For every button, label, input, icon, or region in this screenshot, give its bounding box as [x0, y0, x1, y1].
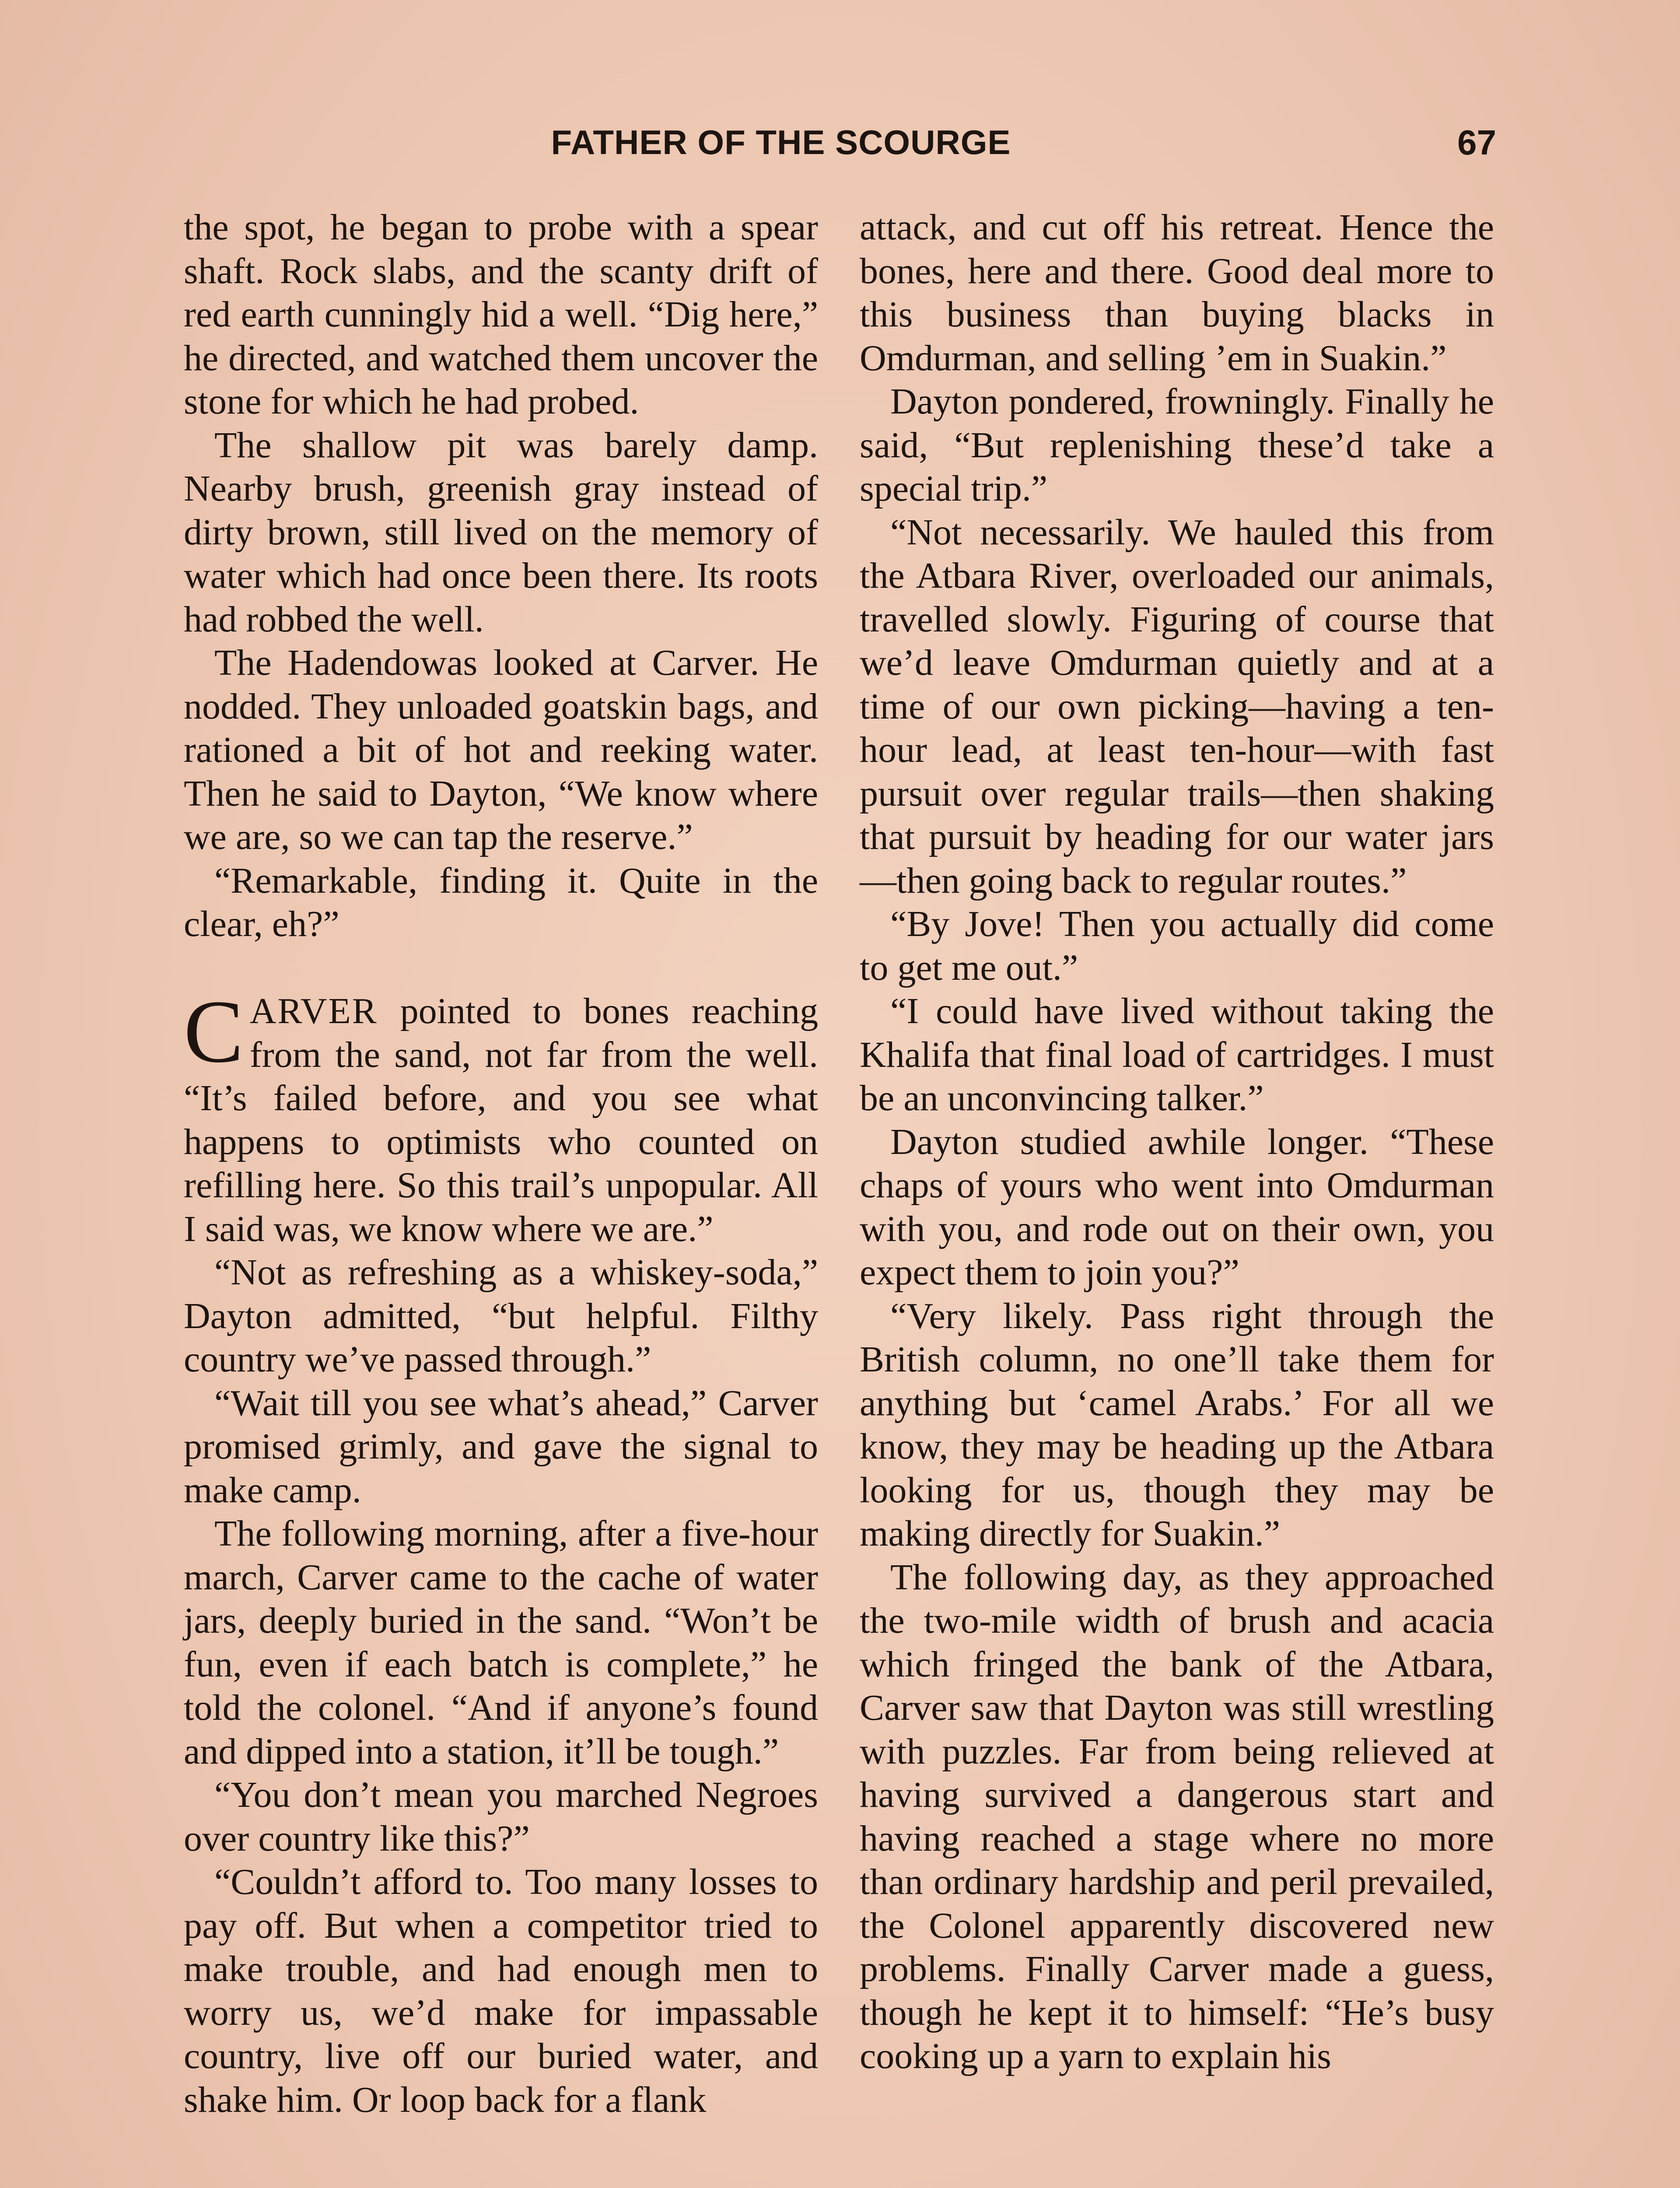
paragraph: Dayton studied awhile longer. “These chaps of yours who went into Omdurman with you, and rode out on their own, you expect them to join you?”: [860, 1121, 1494, 1293]
running-title: FATHER OF THE SCOURGE: [551, 123, 1011, 161]
paragraph: “Remarkable, finding it. Quite in the clear, eh?”: [184, 860, 818, 944]
paragraph: attack, and cut off his retreat. Hence the bones, here and there. Good deal more to this business than buying blacks in Omdurman, and selling ’em in Suakin.”: [860, 207, 1494, 379]
paragraph: The Hadendowas looked at Carver. He nodded. They unloaded goatskin bags, and rationed a bit of hot and reeking water. Then he said to Dayton, “We know where we are, so we can tap the reserve.”: [184, 642, 818, 857]
paragraph: “Couldn’t afford to. Too many losses to pay off. But when a competitor tried to make trouble, and had enough men to worry us, we’d make for impassable country, live off our buried water, and shake him. Or loop back for a flank: [184, 1862, 818, 2120]
paragraph: “Not as refreshing as a whiskey-soda,” Dayton admitted, “but helpful. Filthy country we’ve passed through.”: [184, 1252, 818, 1380]
small-caps-lead: ARVER: [249, 991, 378, 1031]
paragraph-text: pointed to bones reaching from the sand, not far from the well. “It’s failed before, and you see what happens to optimists who counted on refilling here. So this trail’s unpopular. All I said was, we know where we are.”: [184, 991, 818, 1249]
page-number: 67: [1457, 123, 1496, 162]
paragraph: “Not necessarily. We hauled this from the Atbara River, overloaded our animals, travelled slowly. Figuring of course that we’d leave Omdurman quietly and at a time of our own picking—having a ten-hour lead, at least ten-hour—with fast pursuit over regular trails—then shaking that pursuit by heading for our water jars—then going back to regular routes.”: [860, 512, 1494, 901]
paragraph: “You don’t mean you marched Negroes over country like this?”: [184, 1774, 818, 1859]
paragraph: “Very likely. Pass right through the British column, no one’ll take them for anything but ‘camel Arabs.’ For all we know, they may be heading up the Atbara looking for us, though they may be making directly for Suakin.”: [860, 1295, 1494, 1554]
page-header: [184, 123, 1496, 171]
left-column: [184, 206, 818, 2121]
paragraph: “Wait till you see what’s ahead,” Carver promised grimly, and gave the signal to make camp.: [184, 1382, 818, 1511]
drop-cap: C: [184, 982, 244, 1081]
dropcap-paragraph: [184, 982, 818, 1251]
paragraph: “By Jove! Then you actually did come to get me out.”: [860, 904, 1494, 988]
paragraph: The following day, as they approached the two-mile width of brush and acacia which fringed the bank of the Atbara, Carver saw that Dayton was still wrestling with puzzles. Far from being relieved at having survived a dangerous start and having reached a stage where no more than ordinary hardship and peril prevailed, the Colonel apparently discovered new problems. Finally Carver made a guess, though he kept it to himself: “He’s busy cooking up a yarn to explain his: [860, 1557, 1494, 2076]
paragraph: The shallow pit was barely damp. Nearby brush, greenish gray instead of dirty brown, still lived on the memory of water which had once been there. Its roots had robbed the well.: [184, 424, 818, 640]
section-break: [184, 946, 818, 990]
paragraph: Dayton pondered, frowningly. Finally he said, “But replenishing these’d take a special trip.”: [860, 381, 1494, 509]
paragraph: “I could have lived without taking the Khalifa that final load of cartridges. I must be an unconvincing talker.”: [860, 991, 1494, 1119]
paragraph: the spot, he began to probe with a spear shaft. Rock slabs, and the scanty drift of red earth cunningly hid a well. “Dig here,” he directed, and watched them uncover the stone for which he had probed.: [184, 207, 818, 422]
right-column: [860, 206, 1494, 2078]
paragraph: The following morning, after a five-hour march, Carver came to the cache of water jars, deeply buried in the sand. “Won’t be fun, even if each batch is complete,” he told the colonel. “And if anyone’s found and dipped into a station, it’ll be tough.”: [184, 1513, 818, 1772]
